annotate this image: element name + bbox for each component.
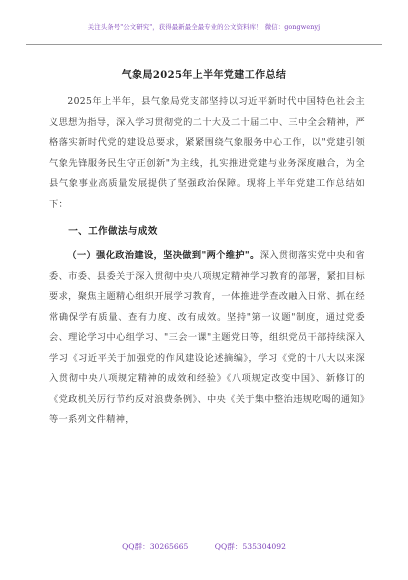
header-ad-text: 关注头条号"公文研究"，获得最新最全最专业的公文资料库！ 微信：gongwenyj	[87, 23, 321, 31]
footer-ad	[0, 541, 408, 552]
item-lead: （一）强化政治建设，坚决做到"两个维护"。	[67, 250, 260, 261]
header-divider	[26, 44, 382, 45]
section-heading: 一、工作做法与成效	[68, 226, 158, 237]
item-text: 深入贯彻落实党中央和省委、市委、县委关于深入贯彻中央八项规定精神学习教育的部署，紧扣目标要求，聚焦主题精心组织开展学习教育，一体推进学查改融入日常、抓在经常确保学有质量、查有力度、改有成效。坚持"第一议题"制度，通过党委会、理论学习中心组学习、"三会一课"主题党日等，组织党员干部持续深入学习《习近平关于加强党的作风建设论述摘编》，学习《党的十八大以来深入贯彻中央八项规定精神的成效和经验》《八项规定改变中国》、新修订的《党政机关厉行节约反对浪费条例》、中央《关于集中整治违规吃喝的通知》等一系列文件精神，	[49, 250, 365, 425]
intro-paragraph: 2025年上半年，县气象局党支部坚持以习近平新时代中国特色社会主义思想为指导，深入学习贯彻党的二十大及二十届二中、三中全会精神，严格落实新时代党的建设总要求，紧紧围绕气象服务中心工作，以"党建引领气象先锋服务民生守正创新"为主线，扎实推进党建与业务深度融合，为全县气象事业高质量发展提供了坚强政治保障。现将上半年党建工作总结如下：	[49, 96, 365, 210]
footer-qq-group-2: QQ群：535304092	[214, 542, 286, 551]
document-body	[49, 92, 365, 431]
item-paragraph	[49, 246, 365, 431]
footer-qq-group-1: QQ群：30265665	[122, 542, 189, 551]
document-title: 气象局2025年上半年党建工作总结	[121, 70, 287, 81]
